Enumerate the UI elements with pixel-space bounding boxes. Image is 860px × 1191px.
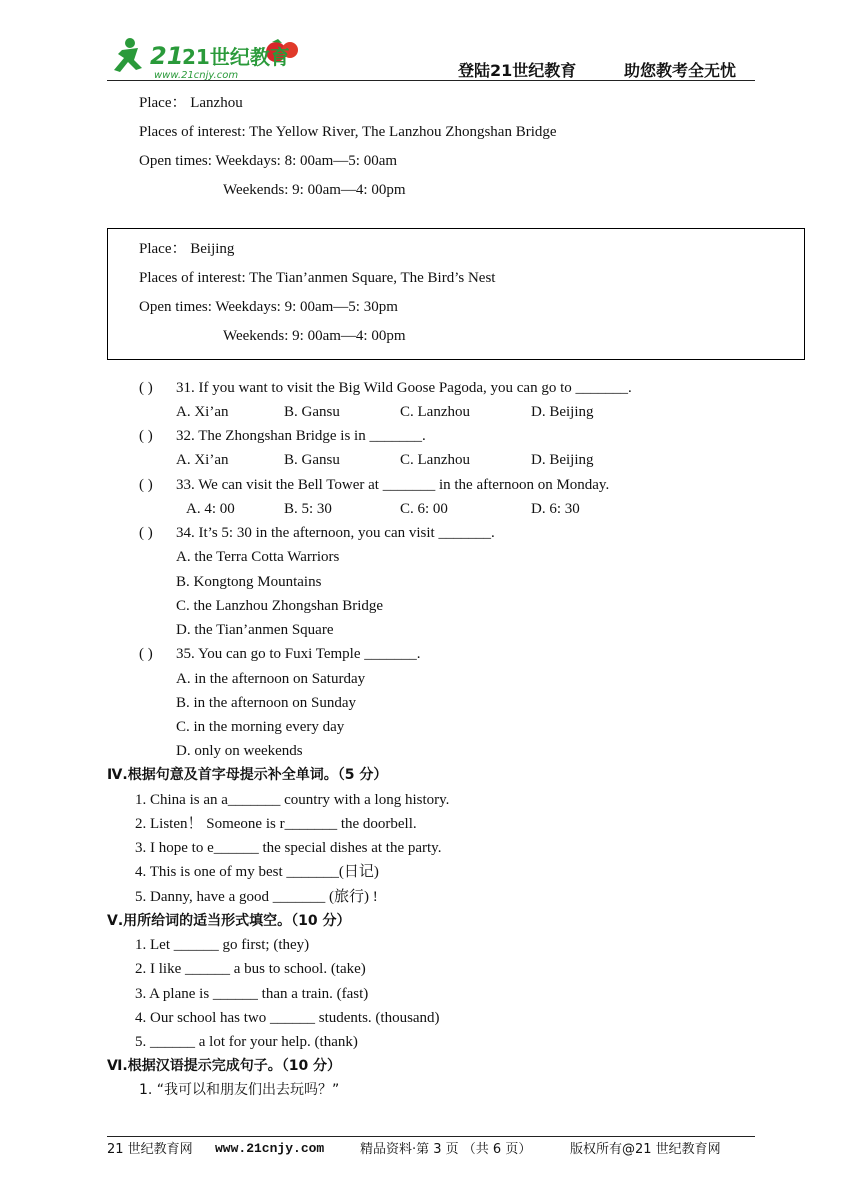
- exercise-item: 2. I like ______ a bus to school. (take): [135, 961, 366, 977]
- logo-text: 21世纪教育: [182, 45, 290, 69]
- option: A. the Terra Cotta Warriors: [176, 549, 340, 565]
- answer-paren: ( ): [139, 646, 153, 662]
- info-weekends: Weekends: 9: 00am—4: 00pm: [223, 328, 406, 344]
- section-heading: Ⅴ.用所给词的适当形式填空。（10 分）: [107, 913, 351, 929]
- info-place: Place： Lanzhou: [139, 95, 243, 111]
- option: D. 6: 30: [531, 501, 580, 517]
- option: D. the Tian’anmen Square: [176, 622, 334, 638]
- option: D. only on weekends: [176, 743, 303, 759]
- header-slogan-left: 登陆21世纪教育: [458, 61, 577, 80]
- option: A. 4: 00: [186, 501, 235, 517]
- info-interest: Places of interest: The Yellow River, The Lanzhou Zhongshan Bridge: [139, 124, 557, 140]
- option: C. the Lanzhou Zhongshan Bridge: [176, 598, 384, 614]
- option: B. Gansu: [284, 404, 340, 420]
- logo-url: www.21cnjy.com: [154, 70, 239, 81]
- section-heading: Ⅳ.根据句意及首字母提示补全单词。（5 分）: [107, 767, 388, 783]
- answer-paren: ( ): [139, 380, 153, 396]
- exercise-item: 5. Danny, have a good _______ (旅行) !: [135, 889, 378, 905]
- question-stem: 33. We can visit the Bell Tower at _______ in the afternoon on Monday.: [176, 477, 610, 493]
- option: A. Xi’an: [176, 404, 229, 420]
- exercise-item: 5. ______ a lot for your help. (thank): [135, 1034, 358, 1050]
- exercise-item: 4. This is one of my best _______(日记): [135, 864, 379, 880]
- site-logo: [108, 36, 308, 82]
- runner-icon: [114, 38, 142, 72]
- answer-paren: ( ): [139, 525, 153, 541]
- question-stem: 35. You can go to Fuxi Temple _______.: [176, 646, 421, 662]
- exercise-item: 1. Let ______ go first; (they): [135, 937, 310, 953]
- answer-paren: ( ): [139, 428, 153, 444]
- section-heading: Ⅵ.根据汉语提示完成句子。（10 分）: [107, 1058, 342, 1074]
- option: A. Xi’an: [176, 452, 229, 468]
- exercise-item: 2. Listen！ Someone is r_______ the doorbell.: [135, 816, 417, 832]
- option: B. Kongtong Mountains: [176, 574, 322, 590]
- exercise-item: 3. A plane is ______ than a train. (fast): [135, 986, 369, 1002]
- option: D. Beijing: [531, 452, 594, 468]
- info-weekends: Weekends: 9: 00am—4: 00pm: [223, 182, 406, 198]
- exercise-item: 4. Our school has two ______ students. (thousand): [135, 1010, 440, 1026]
- question-stem: 34. It’s 5: 30 in the afternoon, you can visit _______.: [176, 525, 495, 541]
- footer-divider: [107, 1136, 755, 1137]
- info-interest: Places of interest: The Tian’anmen Square, The Bird’s Nest: [139, 270, 496, 286]
- footer-url[interactable]: www.21cnjy.com: [215, 1141, 325, 1156]
- info-weekdays: Open times: Weekdays: 9: 00am—5: 30pm: [139, 299, 398, 315]
- exercise-item: 1. “我可以和朋友们出去玩吗？”: [139, 1082, 340, 1098]
- option: C. 6: 00: [400, 501, 448, 517]
- option: D. Beijing: [531, 404, 594, 420]
- option: B. Gansu: [284, 452, 340, 468]
- question-stem: 31. If you want to visit the Big Wild Goose Pagoda, you can go to _______.: [176, 380, 632, 396]
- exercise-item: 1. China is an a_______ country with a long history.: [135, 792, 450, 808]
- svg-text:21: 21: [150, 42, 184, 70]
- exercise-item: 3. I hope to e______ the special dishes at the party.: [135, 840, 442, 856]
- footer-site-name: 21 世纪教育网: [107, 1142, 193, 1157]
- option: B. in the afternoon on Sunday: [176, 695, 356, 711]
- question-stem: 32. The Zhongshan Bridge is in _______.: [176, 428, 426, 444]
- option: C. Lanzhou: [400, 452, 470, 468]
- footer-page-info: 精品资料·第 3 页 （共 6 页）: [360, 1142, 532, 1157]
- info-weekdays: Open times: Weekdays: 8: 00am—5: 00am: [139, 153, 398, 169]
- option: A. in the afternoon on Saturday: [176, 671, 366, 687]
- option: B. 5: 30: [284, 501, 332, 517]
- option: C. in the morning every day: [176, 719, 345, 735]
- info-place: Place： Beijing: [139, 241, 235, 257]
- header-divider: [107, 80, 755, 81]
- header-slogan-right: 助您教考全无忧: [624, 61, 737, 80]
- footer-copyright: 版权所有@21 世纪教育网: [570, 1142, 721, 1157]
- option: C. Lanzhou: [400, 404, 470, 420]
- answer-paren: ( ): [139, 477, 153, 493]
